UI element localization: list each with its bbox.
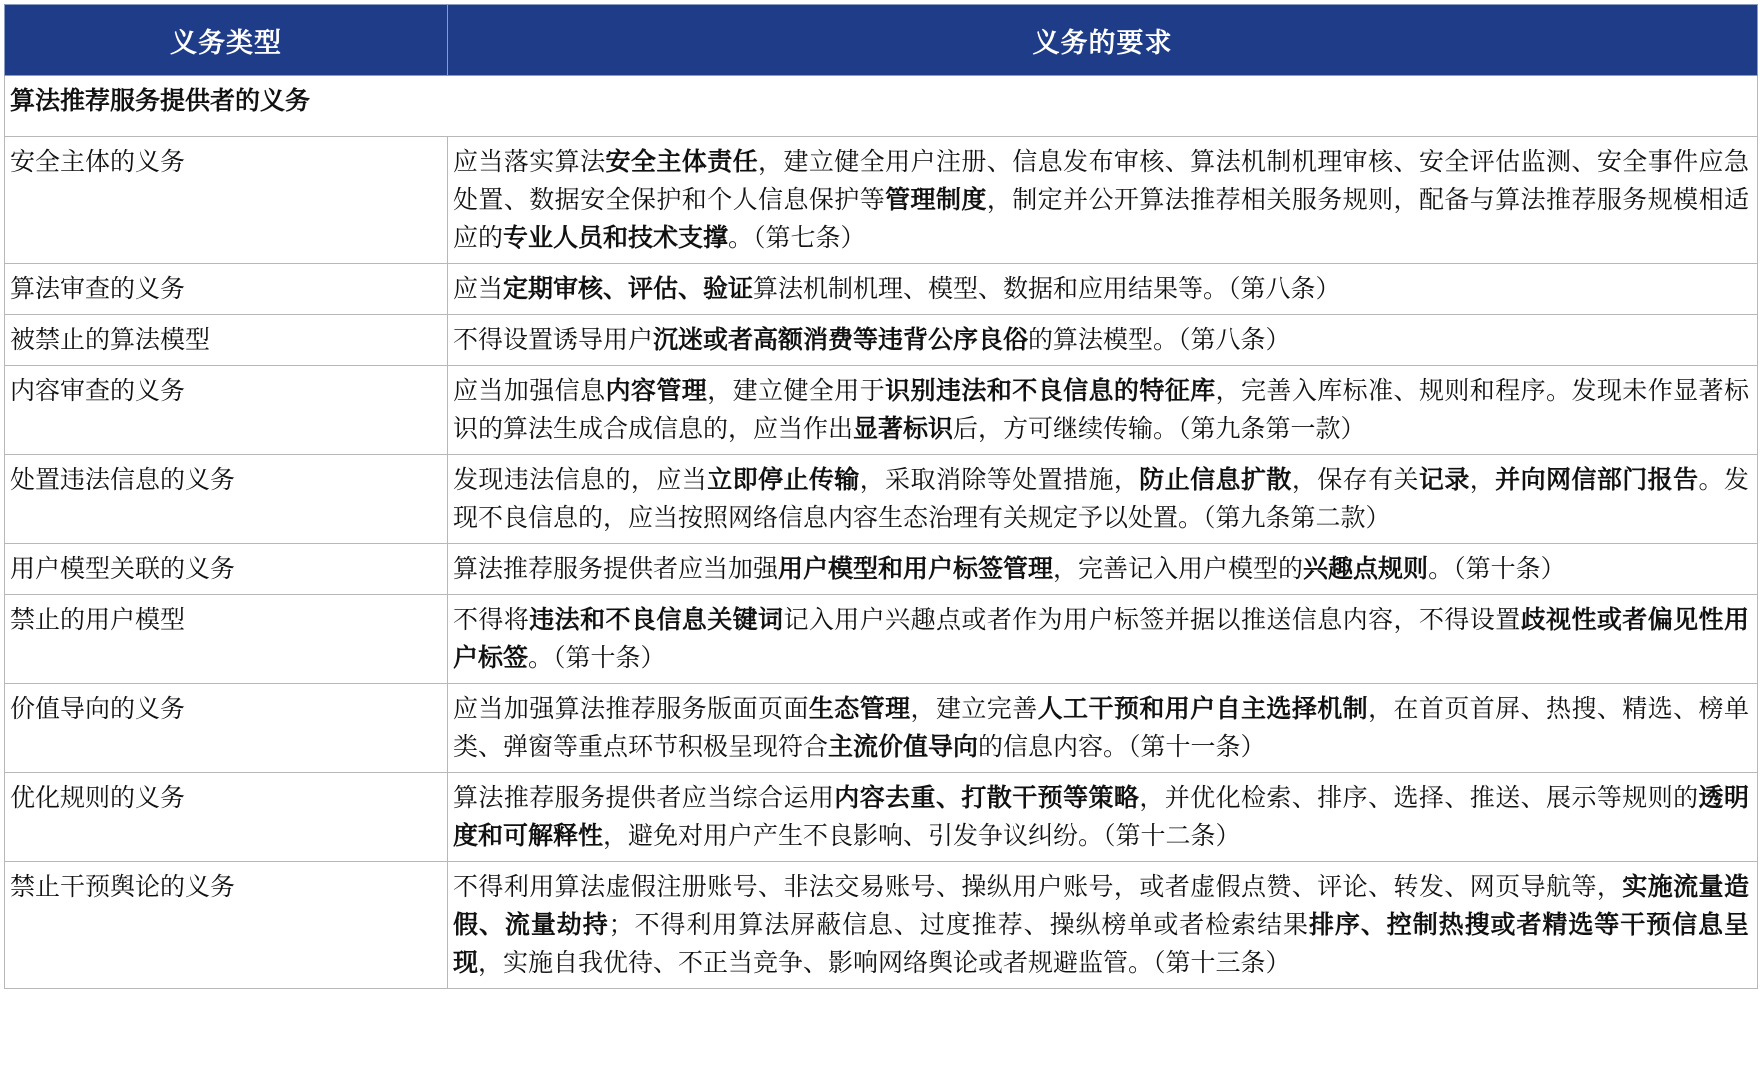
table-row [5, 773, 1758, 862]
duty-requirement-cell [448, 544, 1758, 595]
section-title: 算法推荐服务提供者的义务 [5, 76, 1758, 137]
requirement-emphasis: 记录 [1418, 465, 1470, 494]
requirement-emphasis: 内容管理 [605, 376, 708, 405]
requirement-text: 应当加强信息 [453, 376, 606, 405]
duty-requirement-cell [448, 264, 1758, 315]
duty-type-cell: 内容审查的义务 [5, 366, 448, 455]
requirement-text: 发现违法信息的，应当 [453, 465, 708, 494]
duty-requirement-cell [448, 684, 1758, 773]
requirement-text: 算法推荐服务提供者应当综合运用 [453, 783, 835, 812]
requirement-text: 不得将 [453, 605, 530, 634]
requirement-text: 。（第十条） [1428, 554, 1566, 583]
requirement-emphasis: 兴趣点规则 [1303, 554, 1429, 583]
requirement-emphasis: 歧视性或者偏见性用户标签 [453, 605, 1749, 672]
requirement-text: 不得设置诱导用户 [453, 325, 654, 354]
requirement-emphasis: 识别违法和不良信息的特征库 [885, 376, 1216, 405]
table-row [5, 264, 1758, 315]
requirement-text: ，避免对用户产生不良影响、引发争议纠纷。（第十二条） [603, 821, 1241, 850]
requirement-text: 。（第十条） [528, 643, 666, 672]
duty-type-cell: 优化规则的义务 [5, 773, 448, 862]
table-row [5, 315, 1758, 366]
requirement-emphasis: 防止信息扩散 [1139, 465, 1292, 494]
duty-requirement-cell [448, 862, 1758, 989]
requirement-text: ，采取消除等处置措施， [859, 465, 1140, 494]
table-body [5, 76, 1758, 989]
requirement-text: 算法推荐服务提供者应当加强 [453, 554, 779, 583]
requirement-emphasis: 用户模型和用户标签管理 [778, 554, 1054, 583]
requirement-text: 应当落实算法 [453, 147, 606, 176]
requirement-emphasis: 生态管理 [808, 694, 911, 723]
requirement-emphasis: 主流价值导向 [828, 732, 979, 761]
requirement-emphasis: 显著标识 [853, 414, 954, 443]
duty-type-cell: 处置违法信息的义务 [5, 455, 448, 544]
duty-type-cell: 用户模型关联的义务 [5, 544, 448, 595]
requirement-text: ， [1469, 465, 1496, 494]
requirement-emphasis: 排序、控制热搜或者精选等干预信息呈现 [453, 910, 1749, 977]
requirement-text: 不得利用算法虚假注册账号、非法交易账号、操纵用户账号，或者虚假点赞、评论、转发、网页导航等， [453, 872, 1623, 901]
requirement-emphasis: 立即停止传输 [707, 465, 860, 494]
requirement-emphasis: 专业人员和技术支撑 [503, 223, 729, 252]
requirement-text: 。发现不良信息的，应当按照网络信息内容生态治理有关规定予以处置。（第九条第二款） [453, 465, 1749, 532]
requirement-emphasis: 定期审核、评估、验证 [503, 274, 754, 303]
table-row [5, 595, 1758, 684]
requirement-emphasis: 实施流量造假、流量劫持 [453, 872, 1749, 939]
requirement-emphasis: 透明度和可解释性 [453, 783, 1749, 850]
requirement-text: 应当 [453, 274, 504, 303]
header-duty-type: 义务类型 [5, 5, 448, 76]
requirement-emphasis: 并向网信部门报告 [1495, 465, 1699, 494]
duty-type-cell: 被禁止的算法模型 [5, 315, 448, 366]
requirement-text: ，建立完善 [910, 694, 1038, 723]
table-row [5, 455, 1758, 544]
header-duty-requirement: 义务的要求 [448, 5, 1758, 76]
requirement-emphasis: 安全主体责任 [605, 147, 759, 176]
requirement-text: ；不得利用算法屏蔽信息、过度推荐、操纵榜单或者检索结果 [608, 910, 1309, 939]
requirement-text: ，建立健全用于 [707, 376, 886, 405]
header-row [5, 5, 1758, 76]
requirement-text: 。（第七条） [728, 223, 866, 252]
requirement-emphasis: 沉迷或者高额消费等违背公序良俗 [653, 325, 1029, 354]
requirement-emphasis: 管理制度 [885, 185, 987, 214]
duty-type-cell: 禁止的用户模型 [5, 595, 448, 684]
requirement-text: ，完善记入用户模型的 [1053, 554, 1304, 583]
requirement-text: 算法机制机理、模型、数据和应用结果等。（第八条） [753, 274, 1341, 303]
duty-requirement-cell [448, 773, 1758, 862]
requirement-text: 的算法模型。（第八条） [1028, 325, 1291, 354]
duty-type-cell: 价值导向的义务 [5, 684, 448, 773]
duty-type-cell: 禁止干预舆论的义务 [5, 862, 448, 989]
duty-requirement-cell [448, 315, 1758, 366]
section-row [5, 76, 1758, 137]
duty-type-cell: 安全主体的义务 [5, 137, 448, 264]
requirement-text: ，在首页首屏、热搜、精选、榜单类、弹窗等重点环节积极呈现符合 [453, 694, 1749, 761]
requirement-text: ，完善入库标准、规则和程序。发现未作显著标识的算法生成合成信息的，应当作出 [453, 376, 1749, 443]
requirement-text: ，并优化检索、排序、选择、推送、展示等规则的 [1139, 783, 1699, 812]
duty-requirement-cell [448, 455, 1758, 544]
duty-requirement-cell [448, 366, 1758, 455]
table-row [5, 544, 1758, 595]
requirement-text: ，制定并公开算法推荐相关服务规则，配备与算法推荐服务规模相适应的 [453, 185, 1749, 252]
requirement-emphasis: 违法和不良信息关键词 [529, 605, 784, 634]
requirement-text: 的信息内容。（第十一条） [978, 732, 1266, 761]
requirement-emphasis: 内容去重、打散干预等策略 [834, 783, 1140, 812]
table-row [5, 862, 1758, 989]
duty-requirement-cell [448, 137, 1758, 264]
table-row [5, 366, 1758, 455]
table-row [5, 684, 1758, 773]
duty-requirement-cell [448, 595, 1758, 684]
requirement-text: 后，方可继续传输。（第九条第一款） [953, 414, 1366, 443]
requirement-text: ，建立健全用户注册、信息发布审核、算法机制机理审核、安全评估监测、安全事件应急处置、数据安全保护和个人信息保护等 [453, 147, 1749, 214]
requirement-text: 应当加强算法推荐服务版面页面 [453, 694, 809, 723]
table-row [5, 137, 1758, 264]
requirement-emphasis: 人工干预和用户自主选择机制 [1037, 694, 1369, 723]
duty-table [4, 4, 1758, 989]
requirement-text: ，实施自我优待、不正当竞争、影响网络舆论或者规避监管。（第十三条） [478, 948, 1291, 977]
requirement-text: 记入用户兴趣点或者作为用户标签并据以推送信息内容，不得设置 [783, 605, 1521, 634]
requirement-text: ，保存有关 [1291, 465, 1419, 494]
duty-type-cell: 算法审查的义务 [5, 264, 448, 315]
table-container [4, 4, 1757, 989]
